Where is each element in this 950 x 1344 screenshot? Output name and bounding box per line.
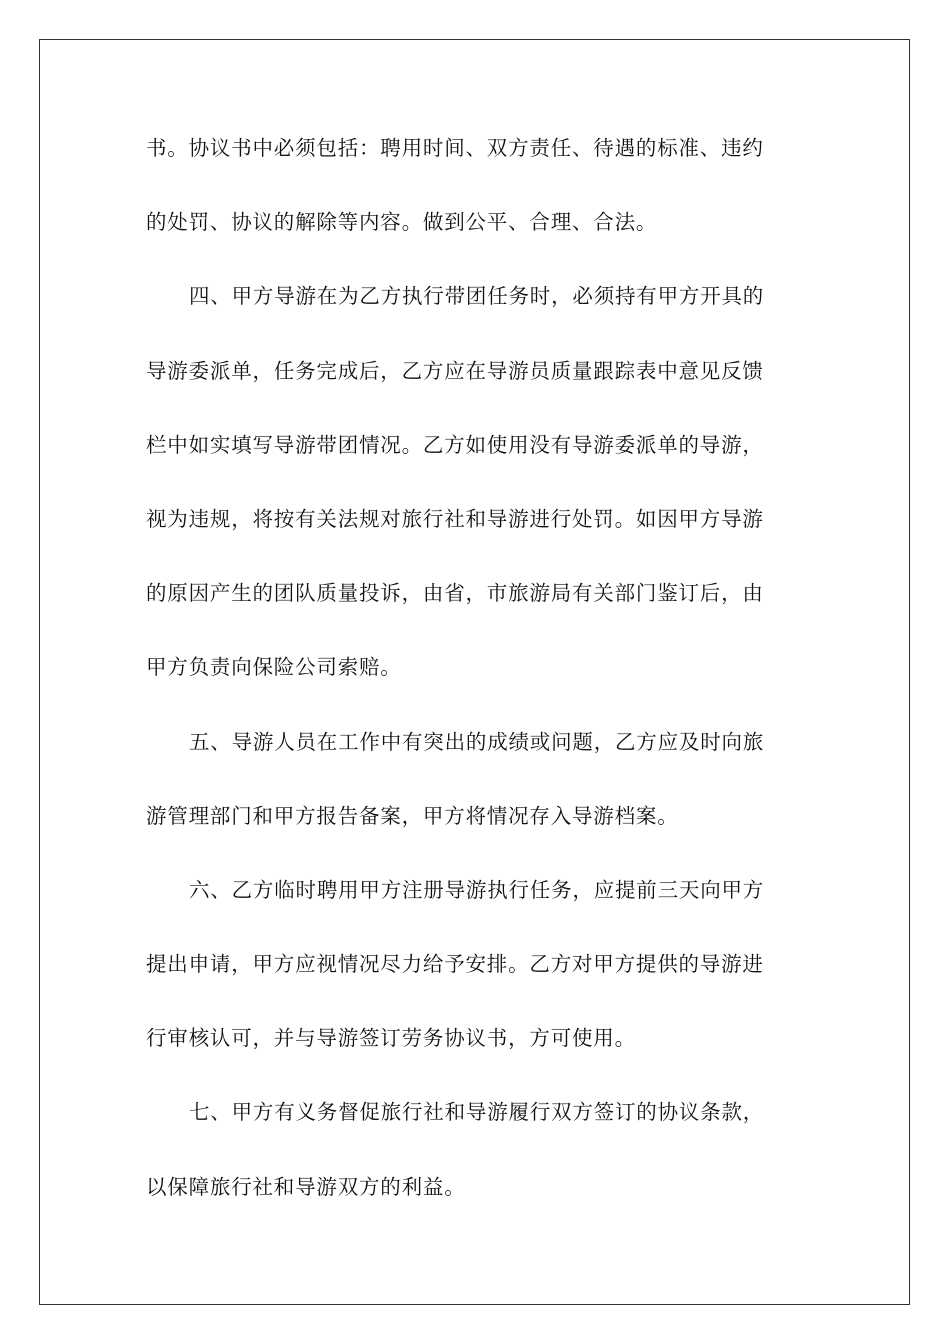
text-line: 导游委派单，任务完成后，乙方应在导游员质量跟踪表中意见反馈 (146, 358, 764, 383)
text-line: 甲方负责向保险公司索赔。 (146, 655, 402, 680)
text-line: 游管理部门和甲方报告备案，甲方将情况存入导游档案。 (146, 803, 679, 828)
text-line: 五、导游人员在工作中有突出的成绩或问题，乙方应及时向旅 (189, 729, 765, 754)
text-line: 视为违规，将按有关法规对旅行社和导游进行处罚。如因甲方导游 (146, 506, 764, 531)
text-line: 行审核认可，并与导游签订劳务协议书，方可使用。 (146, 1026, 636, 1051)
text-line: 七、甲方有义务督促旅行社和导游履行双方签订的协议条款， (189, 1100, 765, 1125)
text-line: 的处罚、协议的解除等内容。做到公平、合理、合法。 (146, 210, 658, 235)
paragraph-clause-6 (146, 870, 796, 1093)
paragraph-clause-5 (146, 722, 796, 870)
text-line: 六、乙方临时聘用甲方注册导游执行任务，应提前三天向甲方 (189, 877, 765, 902)
text-line: 栏中如实填写导游带团情况。乙方如使用没有导游委派单的导游， (146, 432, 764, 457)
text-line: 四、甲方导游在为乙方执行带团任务时，必须持有甲方开具的 (189, 284, 765, 309)
paragraph-clause-7 (146, 1092, 796, 1240)
text-line: 以保障旅行社和导游双方的利益。 (146, 1174, 466, 1199)
paragraph-continuation (146, 128, 796, 276)
text-line: 提出申请，甲方应视情况尽力给予安排。乙方对甲方提供的导游进 (146, 952, 764, 977)
text-line: 的原因产生的团队质量投诉，由省，市旅游局有关部门鉴订后，由 (146, 581, 764, 606)
text-line: 书。协议书中必须包括：聘用时间、双方责任、待遇的标准、违约 (146, 136, 764, 160)
document-body (146, 128, 796, 1241)
paragraph-clause-4 (146, 276, 796, 721)
